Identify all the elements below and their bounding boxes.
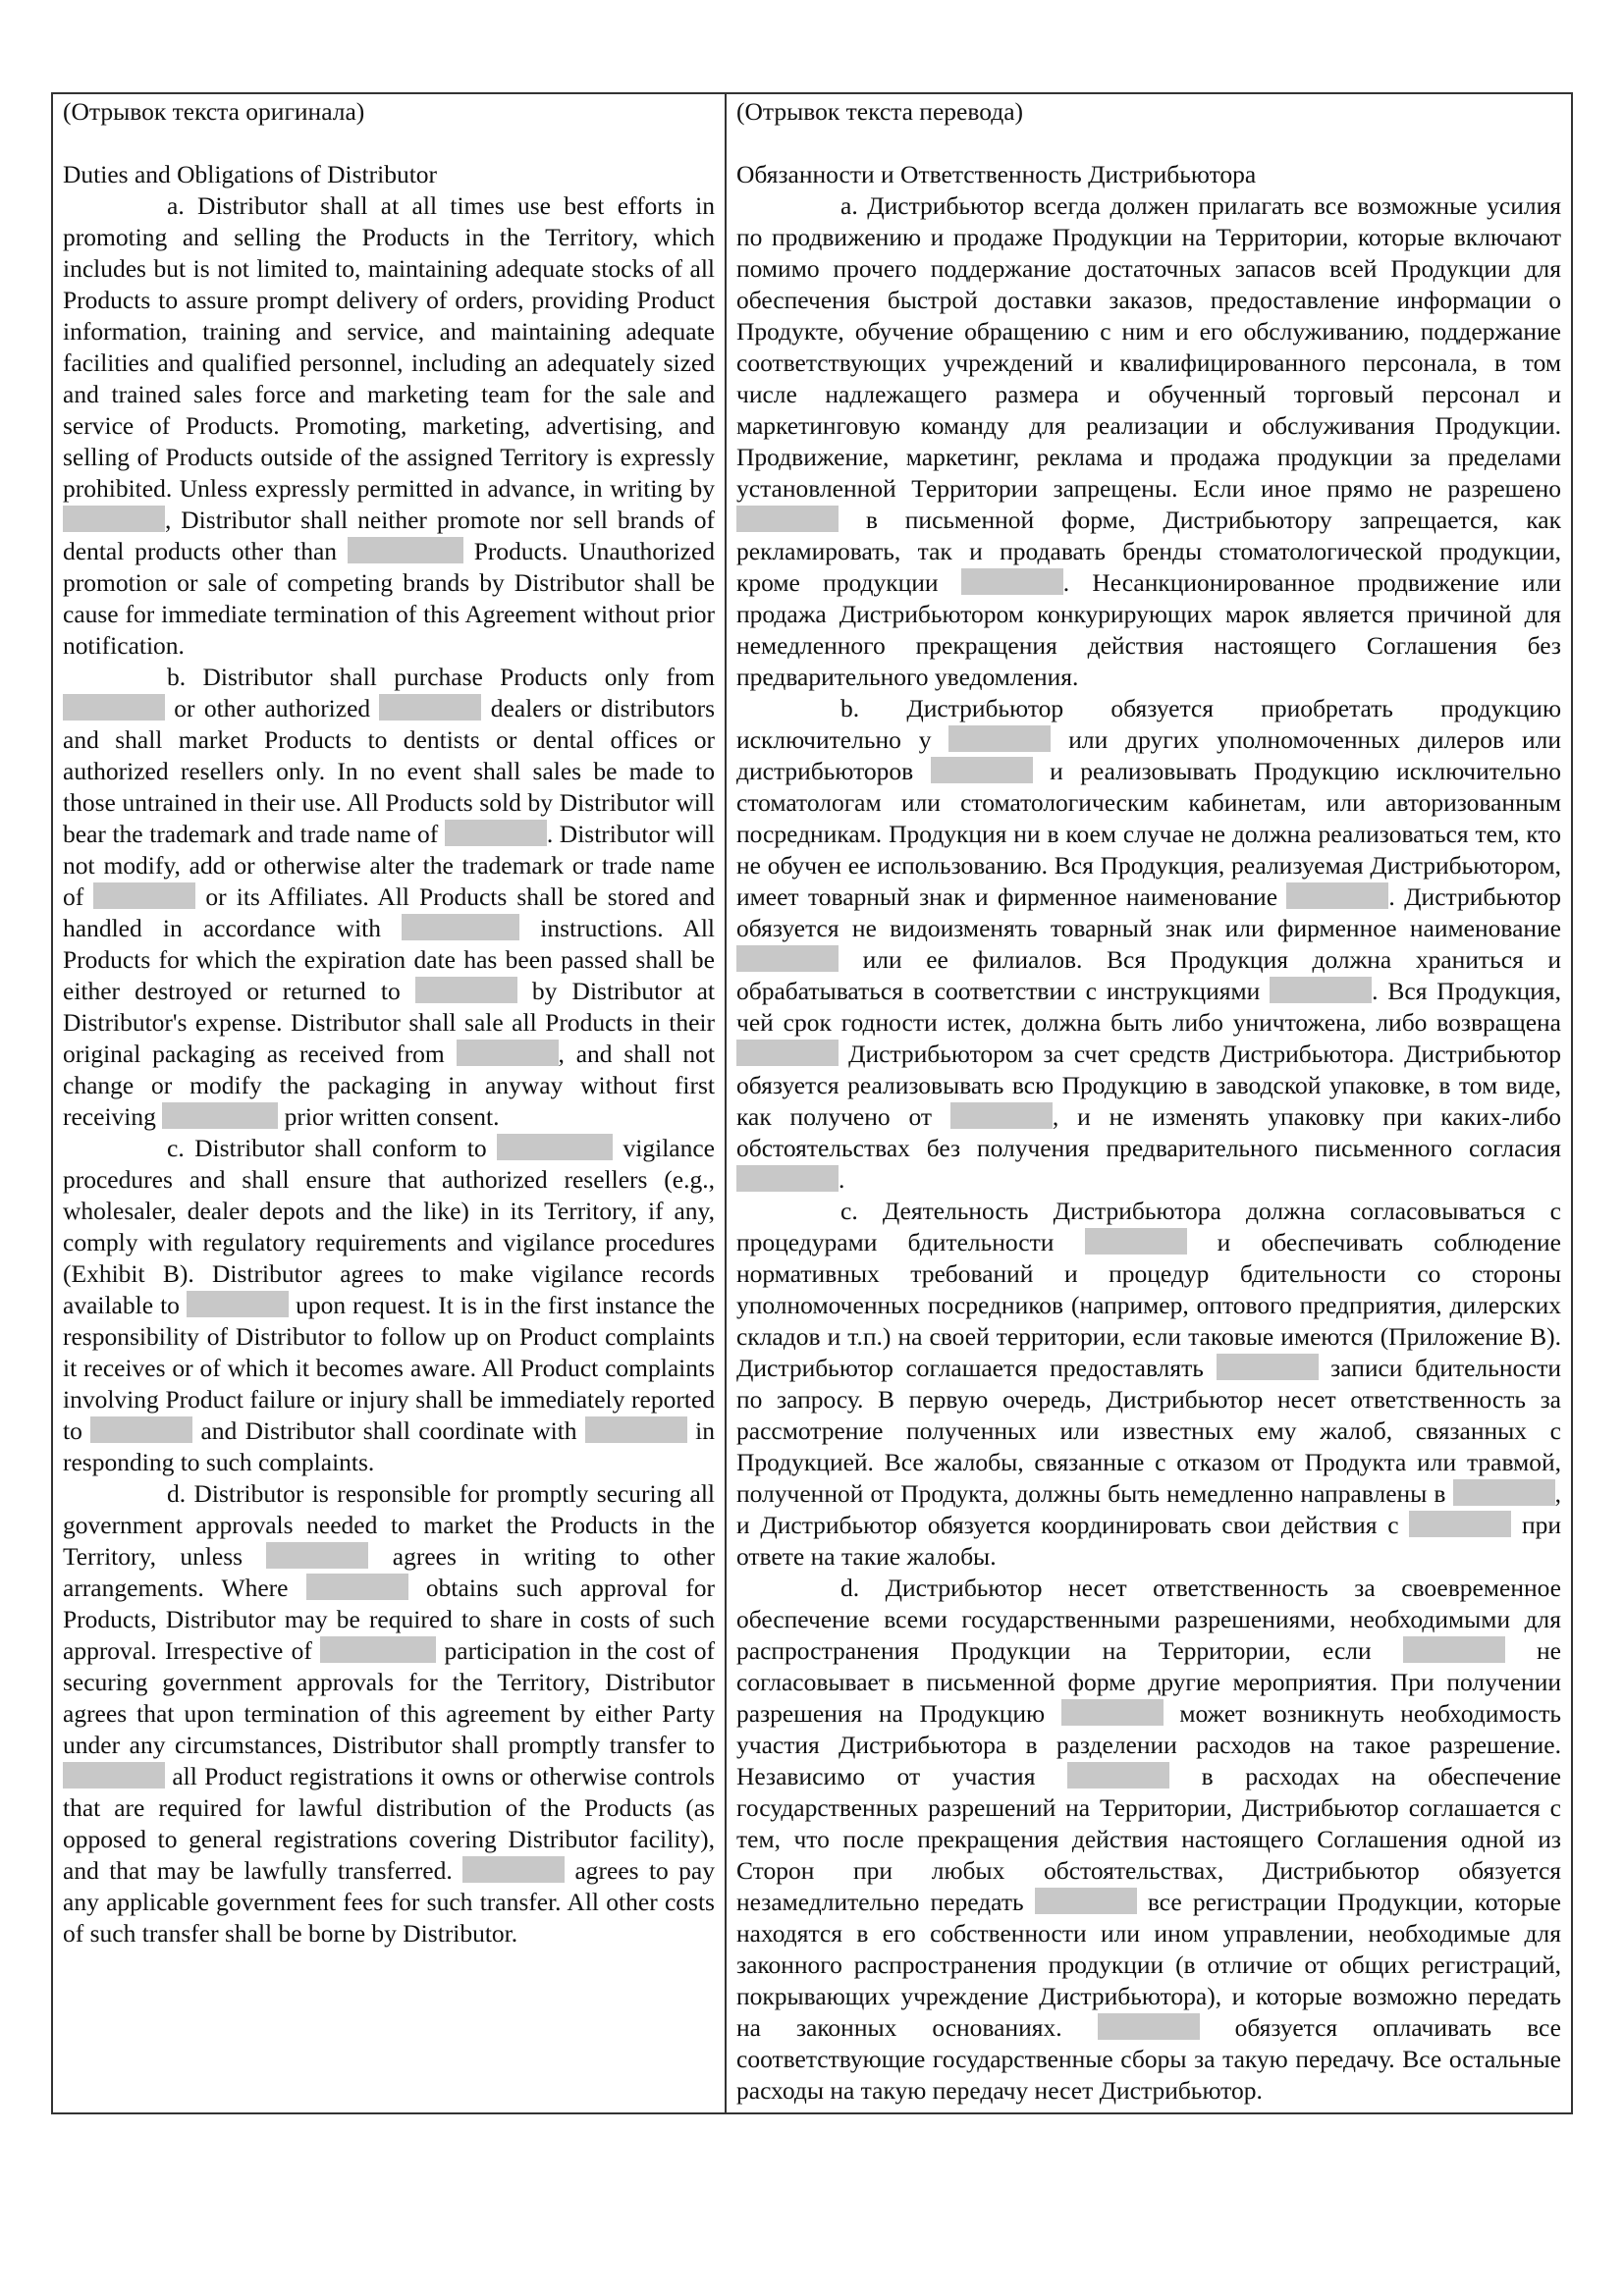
redaction bbox=[736, 506, 839, 532]
redaction bbox=[736, 1165, 839, 1192]
redaction bbox=[162, 1102, 278, 1129]
original-clause-a: a. Distributor shall at all times use best efforts in promoting and selling the Products in the Territory, which includes but is not limited to, maintaining adequate stocks of all Products to assure prompt delivery of orders, providing Product information, training and service, and maintaining adequate facilities and qualified personnel, including an adequately sized and trained sales force and marketing team for the sale and service of Products. Promoting, marketing, advertising, and selling of Products outside of the assigned Territory is expressly prohibited. Unless expressly permitted in advance, in writing by , Distributor shall neither promote nor sell brands of dental products other than Products. Unauthorized promotion or sale of competing brands by Distributor shall be cause for immediate termination of this Agreement without prior notification. bbox=[63, 191, 716, 660]
redaction bbox=[402, 914, 519, 940]
redaction bbox=[445, 820, 547, 846]
translation-column bbox=[726, 93, 1572, 2113]
redaction bbox=[187, 1291, 289, 1317]
redaction bbox=[1409, 1511, 1511, 1537]
redaction bbox=[457, 1040, 559, 1066]
redaction bbox=[462, 1856, 565, 1883]
redaction bbox=[63, 1762, 165, 1789]
redaction bbox=[1061, 1699, 1164, 1726]
redaction bbox=[1403, 1636, 1505, 1663]
redaction bbox=[90, 1416, 192, 1443]
redaction bbox=[1270, 977, 1372, 1003]
redaction bbox=[497, 1134, 613, 1160]
original-column bbox=[52, 93, 726, 2113]
redaction bbox=[415, 977, 517, 1003]
redaction bbox=[320, 1636, 436, 1663]
redaction bbox=[961, 568, 1063, 595]
redaction bbox=[736, 1040, 839, 1066]
translation-header: (Отрывок текста перевода) bbox=[736, 97, 1024, 126]
bilingual-table bbox=[51, 92, 1573, 2114]
original-clause-c: c. Distributor shall conform to vigilance procedures and shall ensure that authorized resellers (e.g., wholesaler, dealer depots and the like) in its Territory, if any, comply with regulatory requirements and vigilance procedures (Exhibit B). Distributor agrees to make vigilance records available to upon request. It is in the first instance the responsibility of Distributor to follow up on Product complaints it receives or of which it becomes aware. All Product complaints involving Product failure or injury shall be immediately reported to and Distributor shall coordinate with in responding to such complaints. bbox=[63, 1134, 716, 1476]
redaction bbox=[379, 694, 481, 721]
redaction bbox=[1067, 1762, 1169, 1789]
redaction bbox=[306, 1574, 408, 1600]
redaction bbox=[950, 1102, 1053, 1129]
redaction bbox=[1098, 2013, 1200, 2040]
translation-clause-c: с. Деятельность Дистрибьютора должна согласовываться с процедурами бдительности и обеспечивать соблюдение нормативных требований и процедур бдительности со стороны уполномоченных посредников (например, оптового предприятия, дилерских складов и т.п.) на своей территории, если таковые имеются (Приложение В). Дистрибьютор соглашается предоставлять записи бдительности по запросу. В первую очередь, Дистрибьютор несет ответственность за рассмотрение полученных или известных ему жалоб, связанных с Продукцией. Все жалобы, связанные с отказом от Продукта или травмой, полученной от Продукта, должны быть немедленно направлены в , и Дистрибьютор обязуется координировать свои действия с при ответе на такие жалобы. bbox=[736, 1197, 1561, 1571]
original-header: (Отрывок текста оригинала) bbox=[63, 97, 365, 126]
redaction bbox=[93, 882, 195, 909]
original-title: Duties and Obligations of Distributor bbox=[63, 160, 438, 188]
translation-clause-b: b. Дистрибьютор обязуется приобретать продукцию исключительно у или других уполномоченных дилеров или дистрибьюторов и реализовывать Продукцию исключительно стоматологам или стоматологическим кабинетам, или авторизованным посредникам. Продукция ни в коем случае не должна реализоваться тем, кто не обучен ее использованию. Вся Продукция, реализуемая Дистрибьютором, имеет товарный знак и фирменное наименование . Дистрибьютор обязуется не видоизменять товарный знак или фирменное наименование или ее филиалов. Вся Продукция должна храниться и обрабатываться в соответствии с инструкциями . Вся Продукция, чей срок годности истек, должна быть либо уничтожена, либо возвращена Дистрибьютором за счет средств Дистрибьютора. Дистрибьютор обязуется реализовывать всю Продукцию в заводской упаковке, в том виде, как получено от , и не изменять упаковку при каких-либо обстоятельствах без получения предварительного письменного согласия . bbox=[736, 694, 1561, 1194]
redaction bbox=[1453, 1479, 1555, 1506]
redaction bbox=[931, 757, 1033, 783]
redaction bbox=[948, 725, 1051, 752]
redaction bbox=[63, 506, 165, 532]
redaction bbox=[1085, 1228, 1187, 1255]
redaction bbox=[736, 945, 839, 972]
redaction bbox=[266, 1542, 368, 1569]
redaction bbox=[1035, 1888, 1137, 1914]
translation-clause-a: а. Дистрибьютор всегда должен прилагать все возможные усилия по продвижению и продаже Продукции на Территории, которые включают помимо прочего поддержание достаточных запасов всей Продукции для обеспечения быстрой доставки заказов, предоставление информации о Продукте, обучение обращению с ним и его обслуживанию, поддержание соответствующих учреждений и квалифицированного персонала, в том числе надлежащего размера и обученный торговый персонал и маркетинговую команду для реализации и обслуживания Продукции. Продвижение, маркетинг, реклама и продажа продукции за пределами установленной Территории запрещены. Если иное прямо не разрешено в письменной форме, Дистрибьютору запрещается, как рекламировать, так и продавать бренды стоматологической продукции, кроме продукции . Несанкционированное продвижение или продажа Дистрибьютором конкурирующих марок является причиной для немедленного прекращения действия настоящего Соглашения без предварительного уведомления. bbox=[736, 191, 1562, 691]
original-clause-d: d. Distributor is responsible for promptly securing all government approvals needed to market the Products in the Territory, unless agrees in writing to other arrangements. Where obtains such approval for Products, Distributor may be required to share in costs of such approval. Irrespective of participation in the cost of securing government approvals for the Territory, Distributor agrees that upon termination of this agreement by either Party under any circumstances, Distributor shall promptly transfer to all Product registrations it owns or otherwise controls that are required for lawful distribution of the Products (as opposed to general registrations covering Distributor facility), and that may be lawfully transferred. agrees to pay any applicable government fees for such transfer. All other costs of such transfer shall be borne by Distributor. bbox=[63, 1479, 716, 1948]
translation-clause-d: d. Дистрибьютор несет ответственность за своевременное обеспечение всеми государственными разрешениями, необходимыми для распространения Продукции на Территории, если не согласовывает в письменной форме другие мероприятия. При получении разрешения на Продукцию может возникнуть необходимость участия Дистрибьютора в разделении расходов на такое разрешение. Независимо от участия в расходах на обеспечение государственных разрешений на Территории, Дистрибьютор соглашается с тем, что после прекращения действия настоящего Соглашения одной из Сторон при любых обстоятельствах, Дистрибьютор обязуется незамедлительно передать все регистрации Продукции, которые находятся в его собственности или ином управлении, необходимые для законного распространения продукции (в отличие от общих регистраций, покрывающих учреждение Дистрибьютора), и которые возможно передать на законных основаниях. обязуется оплачивать все соответствующие государственные сборы за такую передачу. Все остальные расходы на такую передачу несет Дистрибьютор. bbox=[736, 1574, 1562, 2105]
redaction bbox=[1217, 1354, 1319, 1380]
redaction bbox=[1286, 882, 1388, 909]
redaction bbox=[348, 537, 463, 563]
translation-title: Обязанности и Ответственность Дистрибьютора bbox=[736, 160, 1257, 188]
redaction bbox=[585, 1416, 687, 1443]
redaction bbox=[63, 694, 165, 721]
original-clause-b: b. Distributor shall purchase Products only from or other authorized dealers or distributors and shall market Products to dentists or dental offices or authorized resellers only. In no event shall sales be made to those untrained in their use. All Products sold by Distributor will bear the trademark and trade name of . Distributor will not modify, add or otherwise alter the trademark or trade name of or its Affiliates. All Products shall be stored and handled in accordance with instructions. All Products for which the expiration date has been passed shall be either destroyed or returned to by Distributor at Distributor's expense. Distributor shall sale all Products in their original packaging as received from , and shall not change or modify the packaging in anyway without first receiving prior written consent. bbox=[63, 663, 715, 1131]
